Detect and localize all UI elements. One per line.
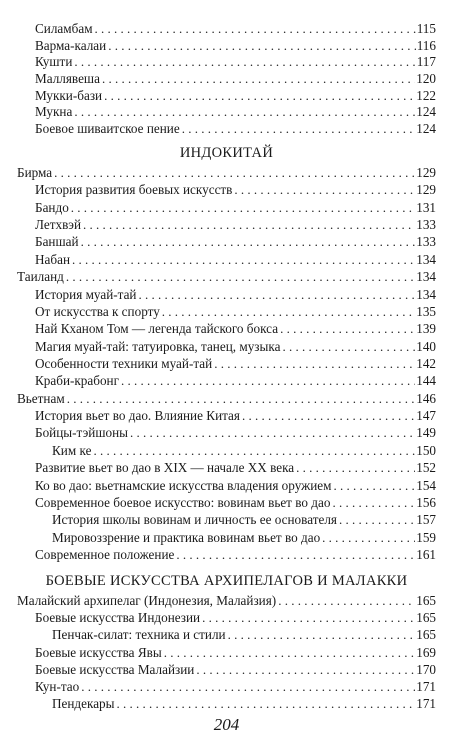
dot-leader bbox=[67, 391, 416, 407]
toc-entry-title: Пенчак-силат: техника и стили bbox=[52, 627, 226, 642]
toc-entry-title: Мукна bbox=[35, 104, 73, 119]
toc-entry-title: Ко во дао: вьетнамские искусства владения оружием bbox=[35, 478, 332, 493]
toc-entry-title: Пендекары bbox=[52, 696, 115, 711]
toc-entry[interactable] bbox=[17, 165, 436, 181]
toc-entry-page: 124 bbox=[416, 121, 436, 136]
dot-leader bbox=[95, 21, 416, 37]
toc-entry-title: Мукки-бази bbox=[35, 88, 103, 103]
toc-entry-title: История развития боевых искусств bbox=[35, 182, 233, 197]
toc-entry[interactable] bbox=[35, 679, 436, 695]
dot-leader bbox=[164, 645, 416, 661]
toc-entry-title: Силамбам bbox=[35, 21, 93, 36]
toc-entry-title: Набан bbox=[35, 252, 70, 267]
dot-leader bbox=[93, 443, 415, 459]
dot-leader bbox=[182, 121, 416, 137]
toc-entry-page: 129 bbox=[416, 182, 436, 197]
toc-entry-page: 142 bbox=[416, 356, 436, 371]
toc-entry-page: 133 bbox=[416, 234, 436, 249]
toc-entry-title: Современное боевое искусство: вовинам вьет во дао bbox=[35, 495, 331, 510]
dot-leader bbox=[54, 165, 415, 181]
dot-leader bbox=[102, 71, 415, 87]
toc-entry-title: Краби-крабонг bbox=[35, 373, 120, 388]
toc-entry-page: 159 bbox=[416, 530, 436, 545]
toc-entry-title: Летхвэй bbox=[35, 217, 82, 232]
toc-entry-page: 116 bbox=[416, 38, 436, 53]
dot-leader bbox=[176, 547, 415, 563]
toc-entry-title: Развитие вьет во дао в XIX — начале XX века bbox=[35, 460, 295, 475]
toc-entry-page: 139 bbox=[416, 321, 436, 336]
dot-leader bbox=[138, 287, 415, 303]
toc-entry[interactable] bbox=[35, 356, 436, 372]
toc-entry-title: Кушти bbox=[35, 54, 73, 69]
dot-leader bbox=[214, 356, 415, 372]
toc-entry-page: 161 bbox=[416, 547, 436, 562]
dot-leader bbox=[162, 304, 415, 320]
toc-entry-page: 156 bbox=[416, 495, 436, 510]
toc-entry[interactable] bbox=[35, 54, 436, 70]
toc-entry-title: Баншай bbox=[35, 234, 79, 249]
toc-entry-title: История муай-тай bbox=[35, 287, 137, 302]
toc-entry-page: 165 bbox=[416, 593, 436, 608]
toc-entry[interactable] bbox=[35, 71, 436, 87]
toc-entry-page: 170 bbox=[416, 662, 436, 677]
toc-entry-page: 144 bbox=[416, 373, 436, 388]
toc-entry-page: 129 bbox=[416, 165, 436, 180]
dot-leader bbox=[66, 269, 415, 285]
dot-leader bbox=[196, 662, 415, 678]
toc-entry-title: Боевые искусства Индонезии bbox=[35, 610, 201, 625]
toc-entry-page: 171 bbox=[416, 679, 436, 694]
dot-leader bbox=[71, 200, 415, 216]
toc-entry-page: 147 bbox=[416, 408, 436, 423]
dot-leader bbox=[282, 339, 415, 355]
dot-leader bbox=[81, 679, 415, 695]
toc-entry[interactable] bbox=[35, 373, 436, 389]
dot-leader bbox=[130, 425, 415, 441]
toc-entry-page: 134 bbox=[416, 287, 436, 302]
dot-leader bbox=[108, 38, 415, 54]
toc-entry[interactable] bbox=[17, 593, 436, 609]
toc-entry[interactable] bbox=[35, 460, 436, 476]
dot-leader bbox=[339, 512, 415, 528]
toc-entry-title: История школы вовинам и личность ее основателя bbox=[52, 512, 337, 527]
toc-entry[interactable] bbox=[52, 696, 436, 712]
toc-entry-page: 124 bbox=[416, 104, 436, 119]
toc-entry-title: Най Кханом Том — легенда тайского бокса bbox=[35, 321, 279, 336]
toc-entry-title: Мировоззрение и практика вовинам вьет во дао bbox=[52, 530, 321, 545]
toc-entry-title: Кун-тао bbox=[35, 679, 80, 694]
toc-entry[interactable] bbox=[35, 121, 436, 137]
toc-entry[interactable] bbox=[35, 425, 436, 441]
toc-entry-title: Бандо bbox=[35, 200, 69, 215]
dot-leader bbox=[104, 88, 415, 104]
toc-entry-title: Современное положение bbox=[35, 547, 175, 562]
dot-leader bbox=[280, 321, 415, 337]
toc-entry-title: Особенности техники муай-тай bbox=[35, 356, 213, 371]
toc-entry-page: 122 bbox=[416, 88, 436, 103]
dot-leader bbox=[234, 182, 415, 198]
toc-entry-page: 157 bbox=[416, 512, 436, 527]
toc-entry-title: Боевые искусства Явы bbox=[35, 645, 162, 660]
toc-entry[interactable] bbox=[35, 104, 436, 120]
toc-entry-title: Таиланд bbox=[17, 269, 64, 284]
toc-entry-title: Бирма bbox=[17, 165, 53, 180]
page-number: 204 bbox=[213, 715, 240, 734]
toc-entry-page: 149 bbox=[416, 425, 436, 440]
dot-leader bbox=[278, 593, 415, 609]
toc-entry[interactable] bbox=[35, 645, 436, 661]
toc-entry-page: 165 bbox=[416, 610, 436, 625]
toc-entry-title: От искусства к спорту bbox=[35, 304, 160, 319]
dot-leader bbox=[332, 495, 415, 511]
toc-entry[interactable] bbox=[35, 478, 436, 494]
toc-entry[interactable] bbox=[35, 610, 436, 626]
dot-leader bbox=[74, 104, 415, 120]
toc-entry[interactable] bbox=[35, 662, 436, 678]
dot-leader bbox=[72, 252, 415, 268]
toc-entry-title: Ким ке bbox=[52, 443, 92, 458]
dot-leader bbox=[74, 54, 415, 70]
toc-entry[interactable] bbox=[35, 321, 436, 337]
toc-entry[interactable] bbox=[35, 547, 436, 563]
dot-leader bbox=[333, 478, 415, 494]
toc-entry[interactable] bbox=[35, 408, 436, 424]
toc-entry-page: 152 bbox=[416, 460, 436, 475]
dot-leader bbox=[121, 373, 415, 389]
toc-entry[interactable] bbox=[35, 495, 436, 511]
toc-entry-title: Боевые искусства Малайзии bbox=[35, 662, 195, 677]
toc-entry[interactable] bbox=[35, 287, 436, 303]
toc-entry-title: Боевое шиваитское пение bbox=[35, 121, 180, 136]
dot-leader bbox=[228, 627, 416, 643]
toc-entry-page: 146 bbox=[416, 391, 436, 406]
toc-entry[interactable] bbox=[35, 339, 436, 355]
dot-leader bbox=[242, 408, 415, 424]
toc-entry[interactable] bbox=[35, 21, 436, 37]
toc-entry-title: Вьетнам bbox=[17, 391, 65, 406]
section-heading: БОЕВЫЕ ИСКУССТВА АРХИПЕЛАГОВ И МАЛАККИ bbox=[45, 573, 408, 589]
dot-leader bbox=[117, 696, 416, 712]
toc-entry-title: Малайский архипелаг (Индонезия, Малайзия) bbox=[17, 593, 277, 608]
toc-entry-page: 135 bbox=[416, 304, 436, 319]
toc-entry-page: 169 bbox=[416, 645, 436, 660]
dot-leader bbox=[296, 460, 415, 476]
toc-entry-title: История вьет во дао. Влияние Китая bbox=[35, 408, 240, 423]
toc-entry[interactable] bbox=[35, 234, 436, 250]
toc-entry-title: Варма-калаи bbox=[35, 38, 107, 53]
toc-entry[interactable] bbox=[52, 627, 436, 643]
toc-entry-title: Бойцы-тэйшоны bbox=[35, 425, 129, 440]
toc-entry-page: 150 bbox=[416, 443, 436, 458]
toc-entry[interactable] bbox=[35, 88, 436, 104]
toc-entry-page: 165 bbox=[416, 627, 436, 642]
toc-entry-title: Маллявеша bbox=[35, 71, 100, 86]
toc-entry-page: 154 bbox=[416, 478, 436, 493]
section-heading: ИНДОКИТАЙ bbox=[179, 145, 274, 161]
toc-entry-page: 117 bbox=[416, 54, 436, 69]
toc-entry-page: 120 bbox=[416, 71, 436, 86]
dot-leader bbox=[202, 610, 415, 626]
toc-entry-page: 171 bbox=[416, 696, 436, 711]
toc-entry[interactable] bbox=[35, 304, 436, 320]
dot-leader bbox=[81, 234, 416, 250]
toc-entry-title: Магия муай-тай: татуировка, танец, музыка bbox=[35, 339, 281, 354]
toc-entry-page: 140 bbox=[416, 339, 436, 354]
toc-entry[interactable] bbox=[52, 530, 436, 546]
toc-entry[interactable] bbox=[17, 391, 436, 407]
toc-entry[interactable] bbox=[52, 443, 436, 459]
toc-entry-page: 134 bbox=[416, 269, 436, 284]
toc-entry-page: 131 bbox=[416, 200, 436, 215]
toc-entry[interactable] bbox=[17, 269, 436, 285]
toc-entry[interactable] bbox=[52, 512, 436, 528]
dot-leader bbox=[83, 217, 415, 233]
toc-entry[interactable] bbox=[35, 252, 436, 268]
toc-entry[interactable] bbox=[35, 200, 436, 216]
dot-leader bbox=[322, 530, 415, 546]
toc-entry[interactable] bbox=[35, 182, 436, 198]
toc-entry-page: 134 bbox=[416, 252, 436, 267]
toc-entry-page: 115 bbox=[416, 21, 436, 36]
toc-entry[interactable] bbox=[35, 217, 436, 233]
toc-entry-page: 133 bbox=[416, 217, 436, 232]
toc-entry[interactable] bbox=[35, 38, 436, 54]
